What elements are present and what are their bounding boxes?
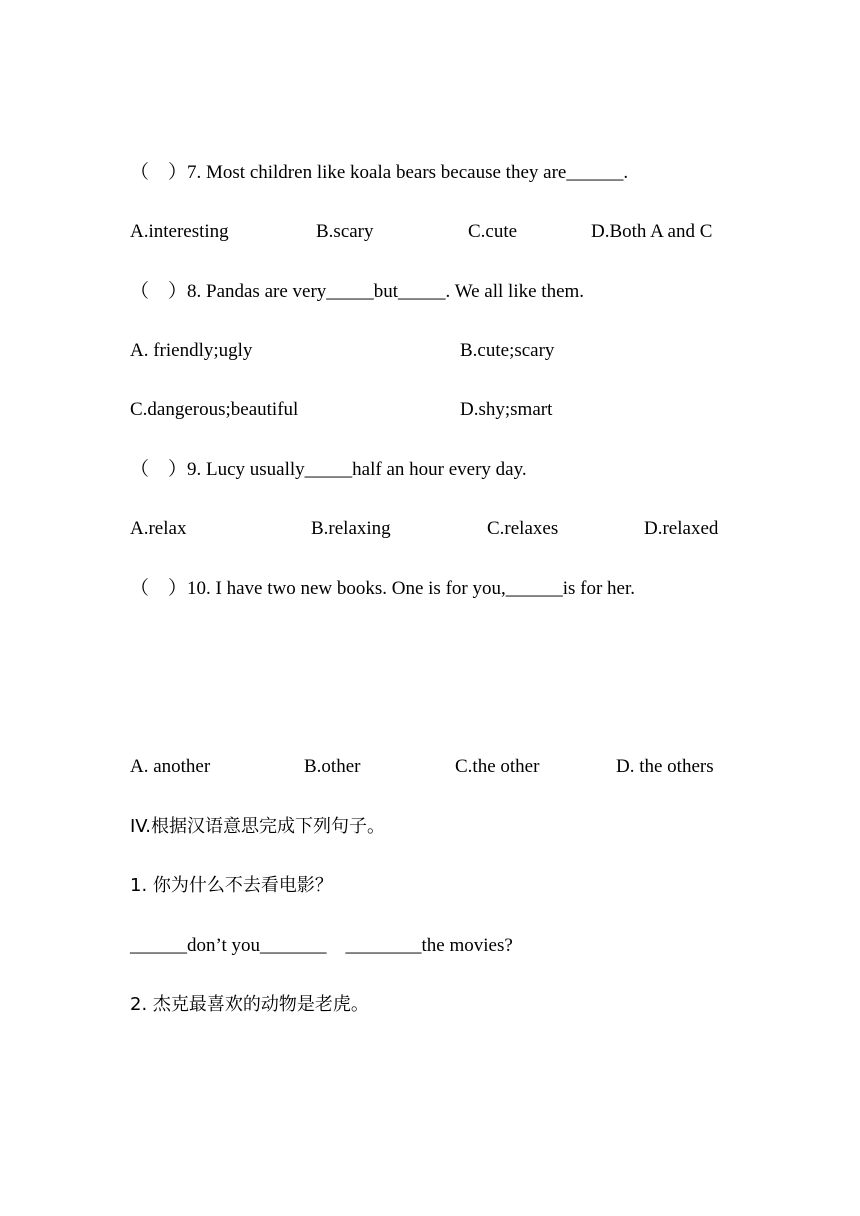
question-9-option-b: B.relaxing [311, 518, 391, 539]
question-7-option-b: B.scary [316, 221, 374, 242]
question-9-stem: （ ）9. Lucy usually_____half an hour every day. [130, 459, 527, 480]
question-10-option-a: A. another [130, 756, 211, 777]
section-4-title: IV.根据汉语意思完成下列句子。 [130, 816, 386, 837]
question-7-stem: （ ）7. Most children like koala bears because they are______. [130, 162, 629, 183]
question-9-option-c: C.relaxes [487, 518, 559, 539]
question-7-option-c: C.cute [468, 221, 518, 242]
question-8-option-b: B.cute;scary [460, 340, 555, 361]
question-9-option-d: D.relaxed [644, 518, 719, 539]
question-9-option-a: A.relax [130, 518, 187, 539]
question-10-option-b: B.other [304, 756, 361, 777]
question-8-option-d: D.shy;smart [460, 399, 553, 420]
section-4-item-2-chinese: 2. 杰克最喜欢的动物是老虎。 [130, 994, 369, 1015]
question-10-stem: （ ）10. I have two new books. One is for you,______is for her. [130, 578, 636, 599]
question-7-option-d: D.Both A and C [591, 221, 713, 242]
question-8-stem: （ ）8. Pandas are very_____but_____. We all like them. [130, 281, 585, 302]
question-7-option-a: A.interesting [130, 221, 229, 242]
question-10-option-c: C.the other [455, 756, 540, 777]
section-4-item-1-chinese: 1. 你为什么不去看电影？ [130, 875, 333, 896]
section-4-item-1-english: ______don’t you_______ ________the movies? [130, 935, 513, 956]
question-8-option-c: C.dangerous;beautiful [130, 399, 299, 420]
question-8-option-a: A. friendly;ugly [130, 340, 253, 361]
question-10-option-d: D. the others [616, 756, 714, 777]
